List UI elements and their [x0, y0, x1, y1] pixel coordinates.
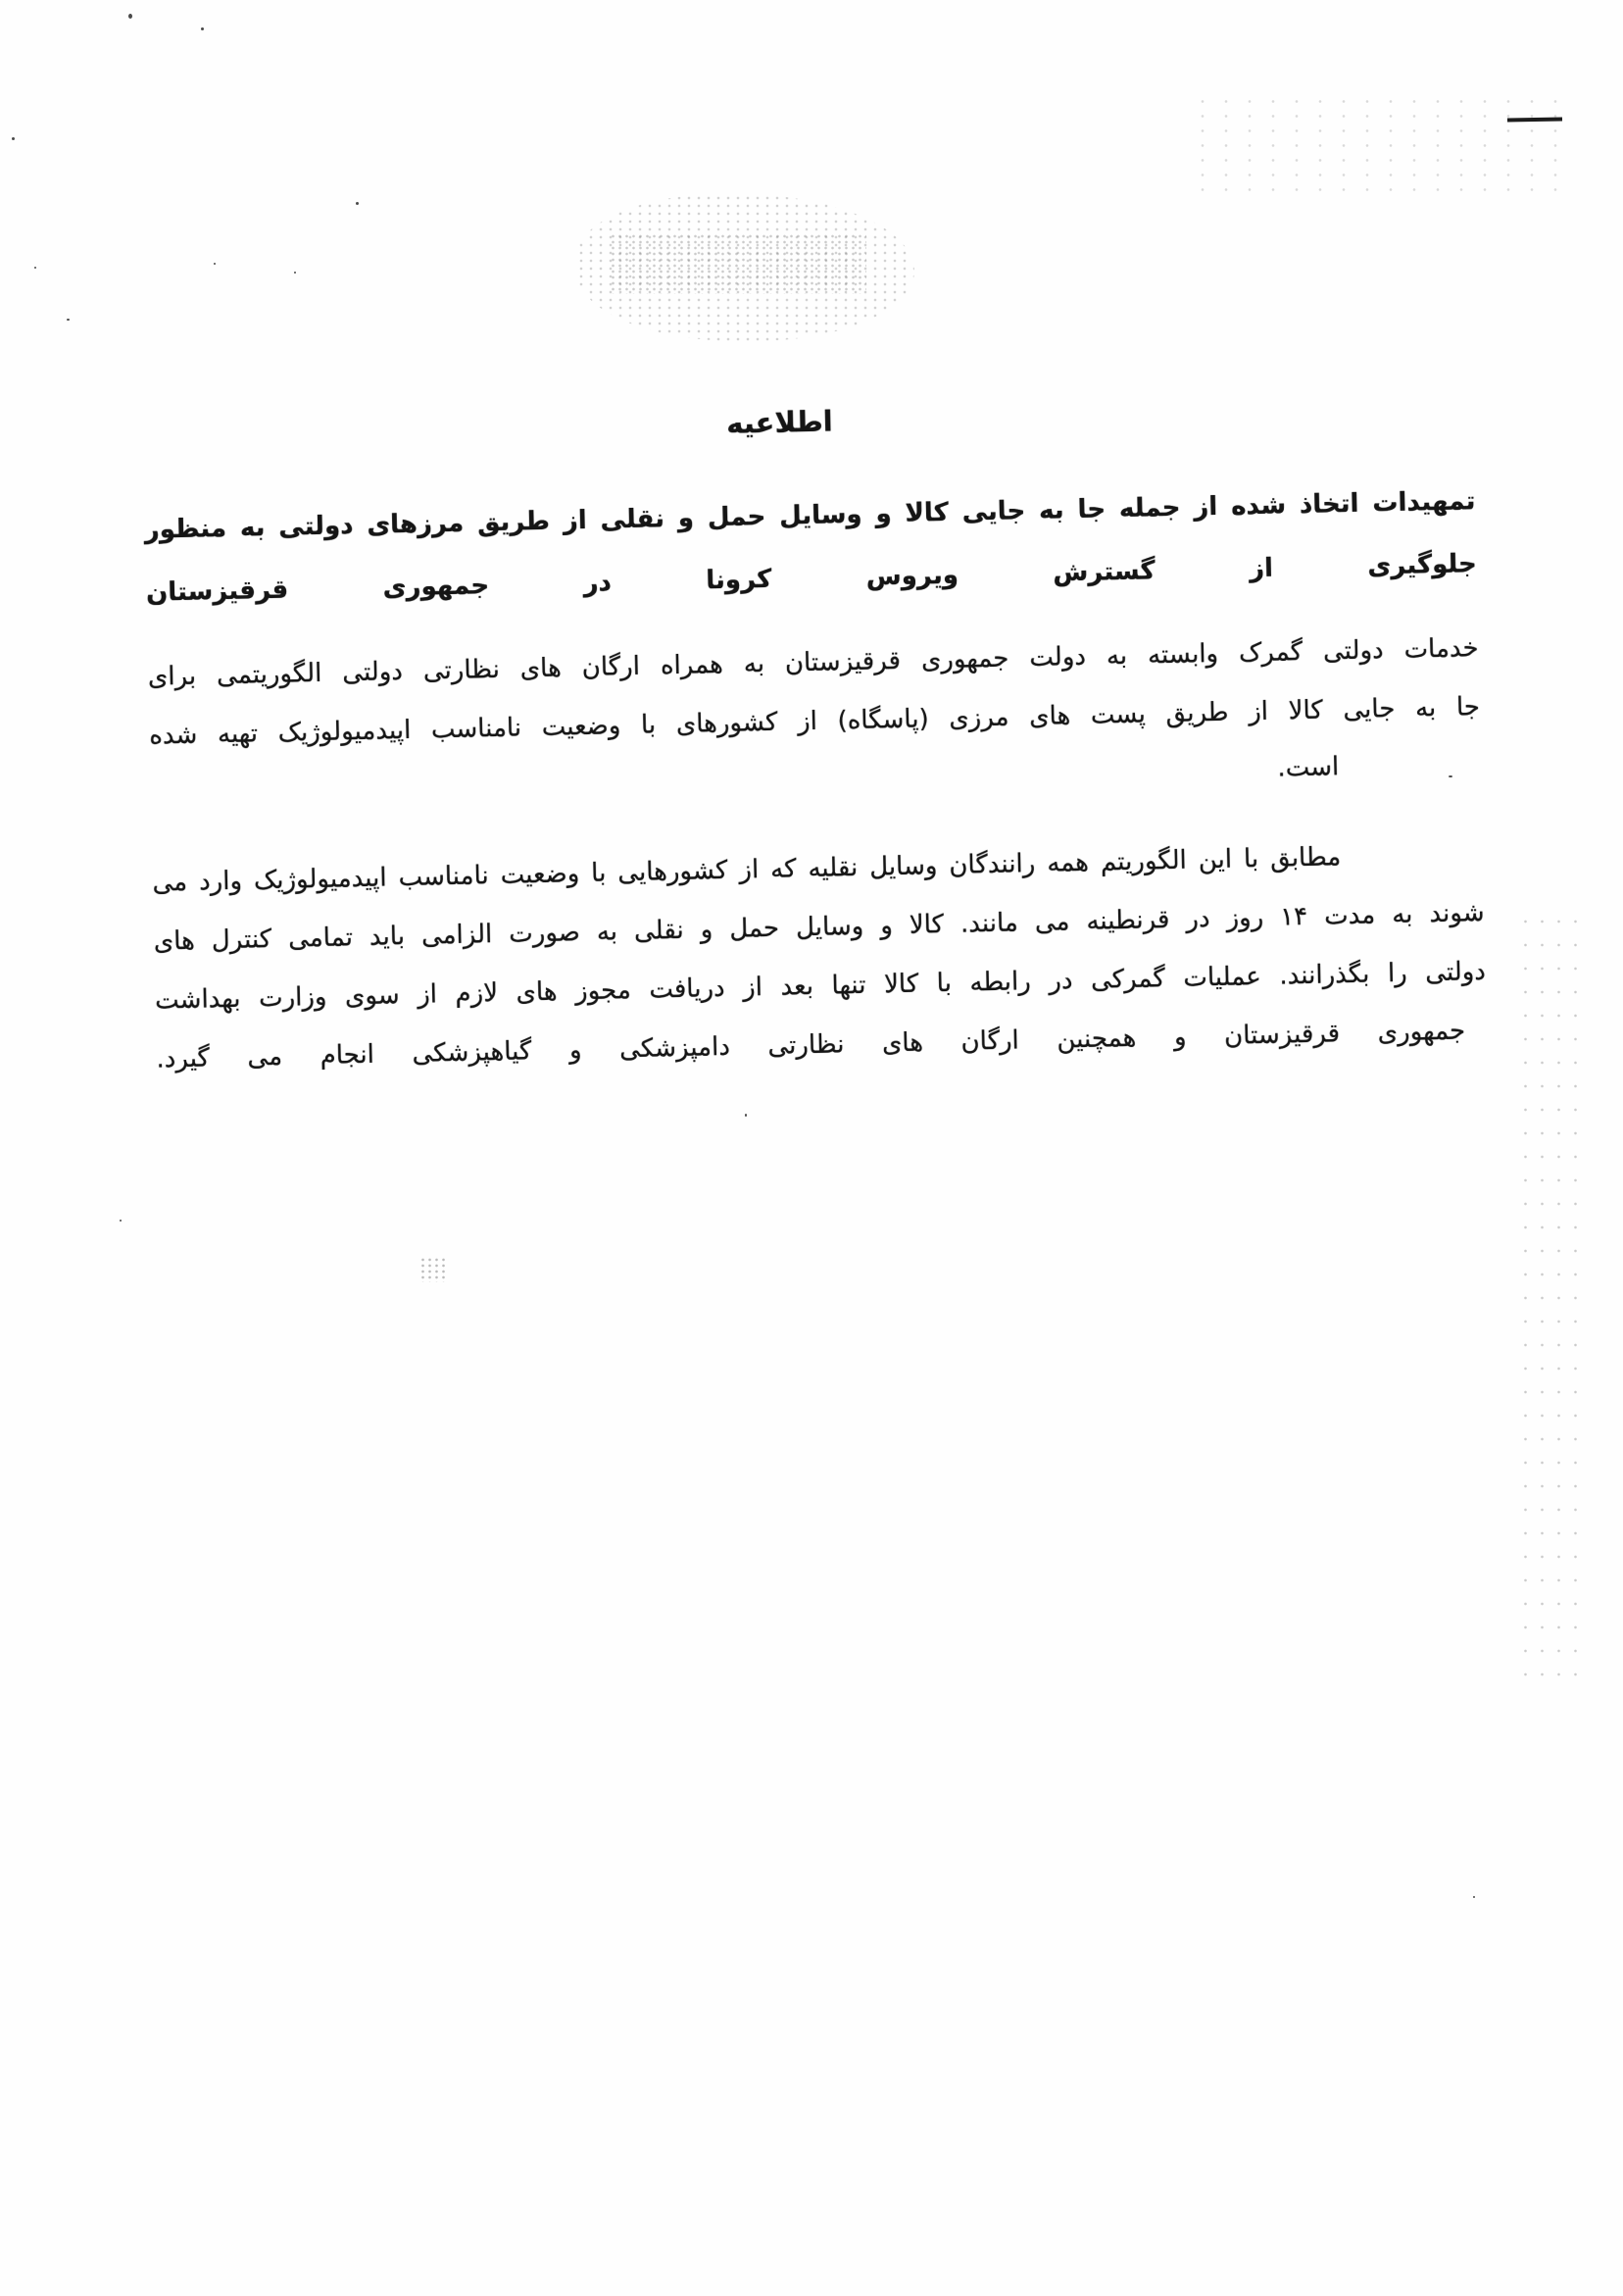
subject-line-1: تمهیدات اتخاذ شده از جمله جا به جایی کالا و وسایل حمل و نقلی از طریق مرزهای دولتی به منظور [144, 486, 1476, 545]
subject-line-2: جلوگیری از گسترش ویروس کرونا در جمهوری قرقیزستان [145, 549, 1478, 608]
paragraph-2-line-4: جمهوری قرقیزستان و همچنین ارگان های نظارتی دامپزشکی و گیاهپزشکی انجام می گیرد. [156, 1016, 1466, 1074]
paragraph-1-line-3: است. [1277, 752, 1340, 783]
document-title: اطلاعیه [725, 404, 834, 440]
paragraph-2-line-2: شوند به مدت ۱۴ روز در قرنطینه می مانند. کالا و وسایل حمل و نقلی به صورت الزامی باید تمامی کنترل های [153, 898, 1485, 957]
paragraph-2-line-1: مطابق با این الگوریتم همه رانندگان وسایل نقلیه که از کشورهایی با وضعیت نامناسب اپیدمیولوژیک وارد می [152, 842, 1342, 898]
paragraph-1-line-1: خدمات دولتی گمرک وابسته به دولت جمهوری قرقیزستان به همراه ارگان های نظارتی دولتی الگوریتمی برای [147, 633, 1479, 692]
paragraph-1-line-2: جا به جایی کالا از طریق پست های مرزی (پاسگاه) از کشورهای با وضعیت نامناسب اپیدمیولوژیک تهیه شده [148, 692, 1481, 751]
paragraph-2-line-3: دولتی را بگذرانند. عملیات گمرکی در رابطه با کالا تنها بعد از دریافت مجوز های لازم از سوی وزارت بهداشت [154, 957, 1487, 1016]
